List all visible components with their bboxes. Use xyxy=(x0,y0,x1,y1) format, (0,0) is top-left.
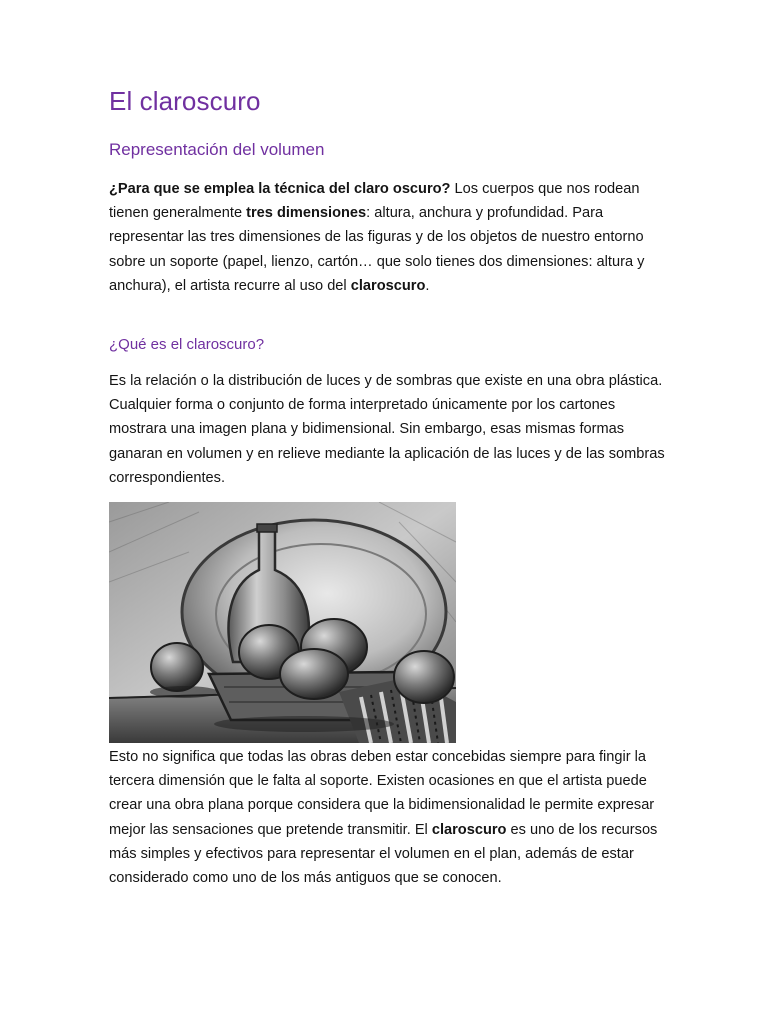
paragraph-1-text-a: Los cuerpos que nos rodean tienen generalmente xyxy=(109,181,640,222)
bold-claroscuro-2: claroscuro xyxy=(431,821,507,838)
paragraph-1-text-b: : altura, anchura y profundidad. Para representar las tres dimensiones de las figuras y de los objetos de nuestro entorno sobre un soporte (papel, lienzo, cartón… que solo tienes dos dimensiones: altura y anchura), el artista recurre al uso del xyxy=(109,205,645,294)
paragraph-1-text-c: . xyxy=(425,277,430,294)
question-bold: ¿Para que se emplea la técnica del claro oscuro? xyxy=(109,181,451,197)
paragraph-3-text-a: Esto no significa que todas las obras deben estar concebidas siempre para fingir la tercera dimensión que le falta al soporte. Existen ocasiones en que el artista puede crear una obra plana porque considera que la bidimensionalidad le permite expresar mejor las sensaciones que pretende transmitir. El xyxy=(109,749,655,838)
still-life-drawing xyxy=(109,502,456,743)
bold-claroscuro: claroscuro xyxy=(350,277,426,294)
paragraph-3 xyxy=(109,745,669,890)
paragraph-1 xyxy=(109,177,669,298)
section-heading: ¿Qué es el claroscuro? xyxy=(109,336,265,353)
subtitle: Representación del volumen xyxy=(109,140,325,159)
paragraph-3-text-b: es uno de los recursos más simples y efectivos para representar el volumen en el plan, además de estar considerado como uno de los más antiguos que se conocen. xyxy=(109,821,658,887)
paragraph-2: Es la relación o la distribución de luces y de sombras que existe en una obra plástica. Cualquier forma o conjunto de forma interpretado únicamente por los cartones mostrara una imagen plana y bidimensional. Sin embargo, esas mismas formas ganaran en volumen y en relieve mediante la aplicación de las luces y de las sombras correspondientes. xyxy=(109,373,665,486)
bold-tres-dimensiones: tres dimensiones xyxy=(246,205,367,222)
page-title: El claroscuro xyxy=(109,86,261,116)
